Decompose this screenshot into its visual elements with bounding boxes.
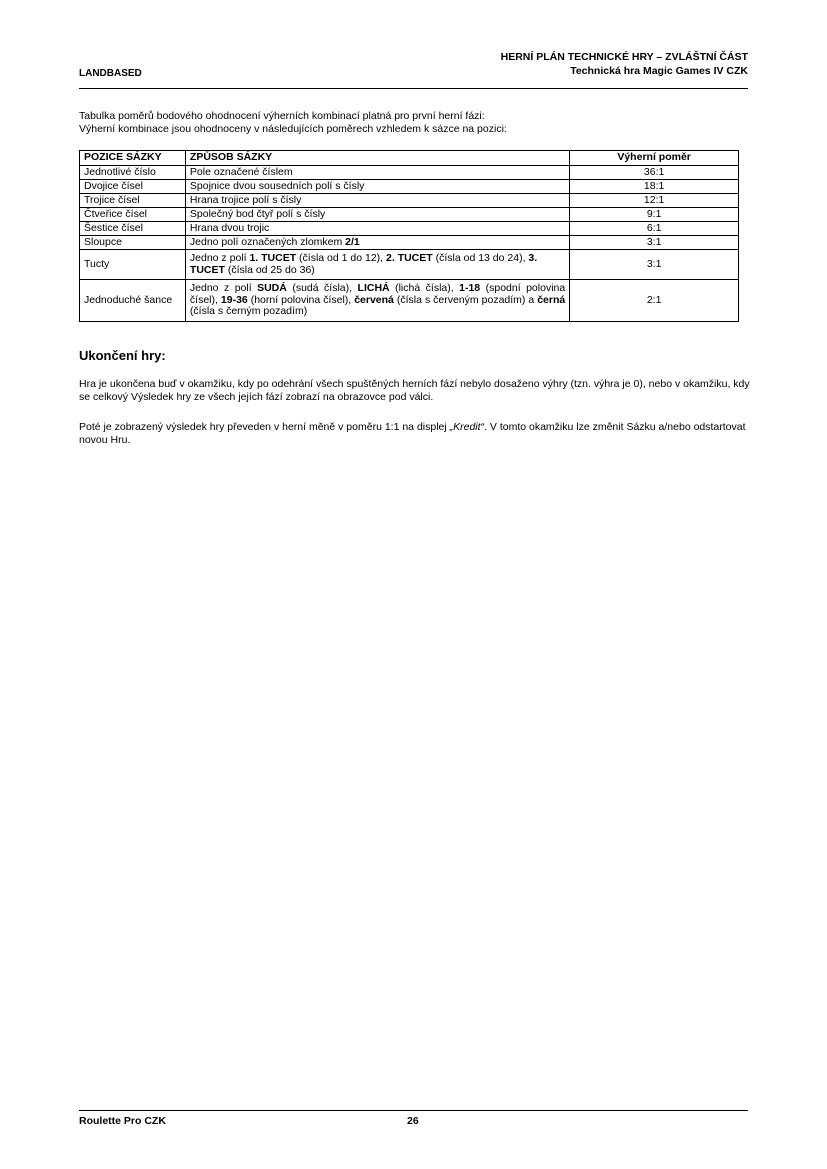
cell-method: Společný bod čtyř polí s čísly	[185, 208, 569, 222]
header-left-label: LANDBASED	[79, 68, 142, 79]
method-text: (čísla od 25 do 36)	[224, 263, 315, 276]
cell-ratio: 6:1	[570, 222, 739, 236]
table-header-row	[80, 151, 739, 166]
method-text: Jedno polí označených zlomkem	[189, 235, 346, 248]
table-row	[80, 180, 739, 194]
method-bold-text: 1. TUCET	[249, 252, 297, 264]
method-text: (čísla od 1 do 12),	[296, 252, 387, 264]
cell-ratio: 12:1	[570, 194, 739, 208]
column-header-position: POZICE SÁZKY	[80, 151, 186, 166]
cell-ratio: 9:1	[570, 208, 739, 222]
cell-position: Čtveřice čísel	[80, 208, 186, 222]
cell-position: Tucty	[80, 250, 186, 280]
method-bold-text: 3. TUCET	[189, 252, 538, 276]
cell-position: Sloupce	[80, 236, 186, 250]
column-header-method: ZPŮSOB SÁZKY	[185, 151, 569, 166]
cell-ratio: 18:1	[570, 180, 739, 194]
method-text: (čísla od 13 do 24),	[432, 252, 529, 264]
method-text: (sudá čísla),	[286, 282, 358, 295]
paragraph-text: . V tomto okamžiku lze změnit Sázku a/nebo odstartovat novou Hru.	[79, 421, 746, 446]
cell-method	[185, 236, 569, 250]
cell-method: Hrana trojice polí s čísly	[185, 194, 569, 208]
header-right-block	[501, 50, 748, 78]
method-bold-text: 2/1	[345, 235, 360, 248]
cell-position: Šestice čísel	[80, 222, 186, 236]
paragraph-text: Poté je zobrazený výsledek hry převeden v herní měně v poměru 1:1 na displej	[79, 421, 450, 433]
cell-method: Pole označené číslem	[185, 166, 569, 180]
method-text: Jedno z polí	[189, 252, 250, 264]
cell-position: Trojice čísel	[80, 194, 186, 208]
method-bold-text: černá	[537, 293, 566, 306]
method-text: (horní polovina čísel),	[247, 293, 355, 306]
method-bold-text: 19-36	[220, 293, 248, 306]
method-bold-text: SUDÁ	[257, 282, 287, 295]
cell-position: Jednotlivé číslo	[80, 166, 186, 180]
paragraph	[79, 421, 751, 447]
table-row	[80, 208, 739, 222]
table-row	[80, 194, 739, 208]
method-text: (čísla s černým pozadím)	[189, 305, 308, 318]
table-row	[80, 222, 739, 236]
method-text: (čísla s červeným pozadím) a	[393, 293, 538, 306]
method-text: Jedno z polí	[189, 282, 258, 295]
cell-position: Jednoduché šance	[80, 280, 186, 322]
intro-line: Výherní kombinace jsou ohodnoceny v následujících poměrech vzhledem k sázce na pozici:	[79, 123, 507, 135]
payout-table	[79, 150, 739, 322]
cell-method	[185, 280, 569, 322]
method-bold-text: 2. TUCET	[386, 252, 433, 264]
table-row	[80, 280, 739, 322]
cell-method: Hrana dvou trojic	[185, 222, 569, 236]
footer-document-name: Roulette Pro CZK	[79, 1115, 166, 1127]
cell-position: Dvojice čísel	[80, 180, 186, 194]
method-bold-text: červená	[354, 293, 394, 306]
cell-ratio: 36:1	[570, 166, 739, 180]
cell-method	[185, 250, 569, 280]
paragraph-italic-text: „Kredit“	[449, 421, 485, 433]
header-subtitle: Technická hra Magic Games IV CZK	[570, 65, 748, 77]
table-row	[80, 250, 739, 280]
method-text: (lichá čísla),	[389, 282, 460, 295]
column-header-ratio: Výherní poměr	[570, 151, 739, 166]
cell-ratio: 3:1	[570, 236, 739, 250]
page-number: 26	[407, 1115, 419, 1127]
table-row	[80, 166, 739, 180]
page-header	[79, 48, 748, 89]
page-footer	[79, 1110, 748, 1131]
header-title: HERNÍ PLÁN TECHNICKÉ HRY – ZVLÁŠTNÍ ČÁST	[500, 51, 748, 63]
paragraph: Hra je ukončena buď v okamžiku, kdy po odehrání všech spuštěných herních fází nebylo dosaženo výhry (tzn. výhra je 0), nebo v okamžiku, kdy se celkový Výsledek hry ze všech jejích fází zobrazí na obrazovce pod válci.	[79, 378, 750, 403]
method-bold-text: LICHÁ	[357, 282, 390, 295]
intro-line: Tabulka poměrů bodového ohodnocení výherních kombinací platná pro první herní fázi:	[79, 110, 485, 122]
intro-text	[79, 110, 748, 136]
method-bold-text: 1-18	[459, 282, 481, 295]
cell-method: Spojnice dvou sousedních polí s čísly	[185, 180, 569, 194]
cell-ratio: 3:1	[570, 250, 739, 280]
method-text: (spodní polovina čísel),	[189, 282, 566, 306]
section-title: Ukončení hry:	[79, 348, 166, 363]
cell-ratio: 2:1	[570, 280, 739, 322]
table-row	[80, 236, 739, 250]
